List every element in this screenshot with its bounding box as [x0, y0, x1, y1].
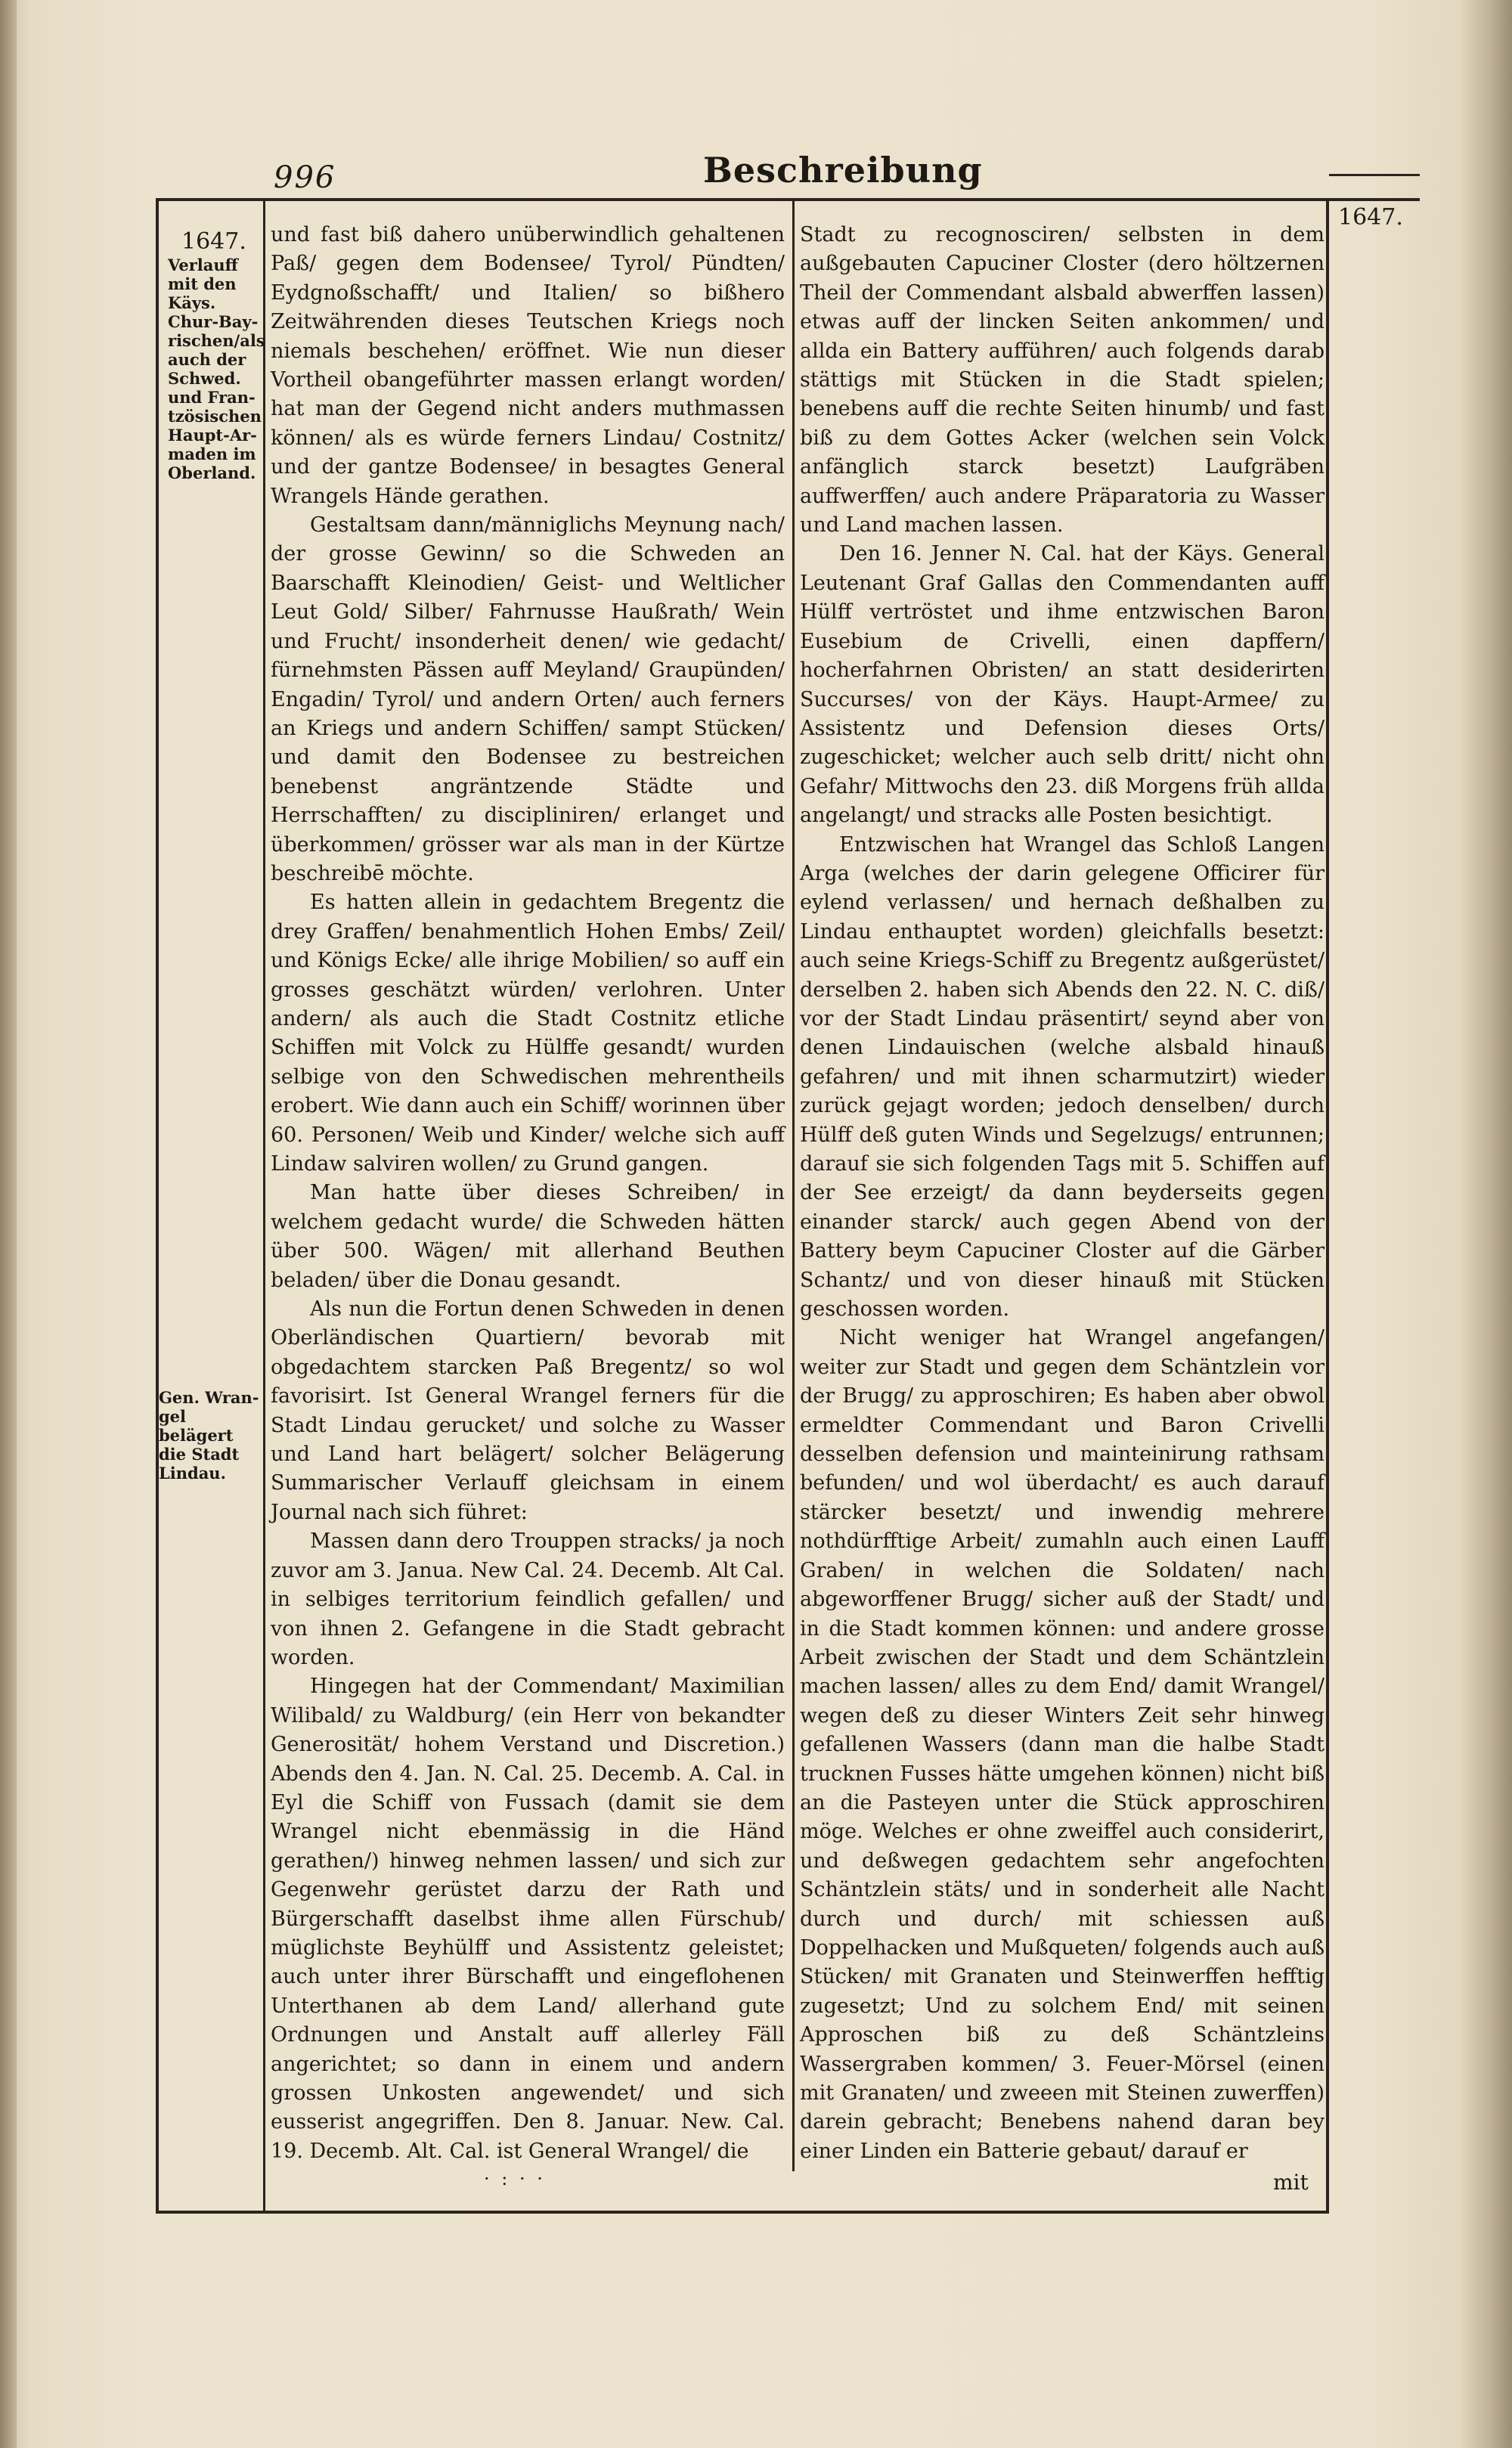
frame-left-rule: [156, 198, 159, 2214]
paragraph: Den 16. Jenner N. Cal. hat der Käys. General Leutenant Graf Gallas den Commendanten auff Hülff vertröstet und ihme entzwischen Baron Eusebium de Crivelli, einen dapffern/ hocherfahrnen Obristen/ an statt desiderirten Succurses/ von der Käys. Haupt-Armee/ zu Assistentz und Defension dieses Orts/ zugeschicket; welcher auch selb dritt/ nicht ohn Gefahr/ Mittwochs den 23. diß Morgens früh allda angelangt/ und stracks alle Posten besichtigt.: [800, 542, 1325, 828]
margin-note-campaign: Verlauff mit den Käys. Chur-Bay-rischen/als auch der Schwed. und Fran-tzösischen Haupt-Ar-maden im Oberland.: [168, 256, 265, 482]
catchword: mit: [1273, 2170, 1309, 2195]
paragraph: Stadt zu recognosciren/ selbsten in dem außgebauten Capuciner Closter (dero höltzernen Theil der Commendant alsbald abwerffen lassen) etwas auff der lincken Seiten ankommen/ und allda ein Battery aufführen/ auch folgends darab stättigs mit Stücken in die Stadt spielen; benebens auff die rechte Seiten hinumb/ und fast biß zu dem Gottes Acker (welchen sein Volck anfänglich starck besetzt) Laufgräben auffwerffen/ auch andere Präparatoria zu Wasser und Land machen lassen.: [800, 223, 1325, 538]
margin-year-left: 1647.: [181, 228, 246, 255]
page-number: 996: [274, 160, 336, 195]
paragraph: Hingegen hat der Commendant/ Maximilian Wilibald/ zu Waldburg/ (ein Herr von bekandter Generosität/ hohem Verstand und Discretion.) Abends den 4. Jan. N. Cal. 25. Decemb. A. Cal. in Eyl die Schiff von Fussach (damit sie dem Wrangel nicht ebenmässig in die Händ gerathen/) hinweg nehmen lassen/ und sich zur Gegenwehr gerüstet darzu der Rath und Bürgerschafft daselbst ihme allen Fürschub/ müglichste Beyhülff und Assistentz geleistet; auch unter ihrer Bürschafft und eingeflohenen Unterthanen ab dem Land/ allerhand gute Ordnungen und Anstalt auff allerley Fäll angerichtet; so dann in einem und andern grossen Unkosten angewendet/ und sich eusserist angegriffen. Den 8. Januar. New. Cal. 19. Decemb. Alt. Cal. ist General Wrangel/ die: [271, 1675, 785, 2163]
paragraph: und fast biß dahero unüberwindlich gehaltenen Paß/ gegen dem Bodensee/ Tyrol/ Pündten/ Eydgnoßschafft/ und Italien/ so bißhero Zeitwährenden dieses Teutschen Kriegs noch niemals beschehen/ eröffnet. Wie nun dieser Vortheil obangeführter massen erlangt worden/ hat man der Gegend nicht anders muthmassen können/ als es würde ferners Lindau/ Costnitz/ und der gantze Bodensee/ in besagtes General Wrangels Hände gerathen.: [271, 223, 785, 508]
paragraph: Es hatten allein in gedachtem Bregentz die drey Graffen/ benahmentlich Hohen Embs/ Zeil/ und Königs Ecke/ alle ihrige Mobilien/ so auff ein grosses geschätzt würden/ verlohren. Unter andern/ als auch die Stadt Costnitz etliche Schiffen mit Volck zu Hülffe gesandt/ wurden selbige von den Schwedischen mehrentheils erobert. Wie dann auch ein Schiff/ worinnen über 60. Personen/ Weib und Kinder/ welche sich auff Lindaw salviren wollen/ zu Grund gangen.: [271, 891, 785, 1176]
column-divider-rule: [792, 198, 795, 2171]
running-title: Beschreibung: [703, 150, 983, 191]
page-edge-shadow: [1459, 0, 1512, 2448]
margin-column-rule: [263, 198, 265, 2214]
header-rule: [156, 198, 1420, 201]
paragraph: Nicht weniger hat Wrangel angefangen/ weiter zur Stadt und gegen dem Schäntzlein vor der Brugg/ zu approschiren; Es haben aber obwol ermeldter Commendant und Baron Crivelli desselben defension und mainteinirung rathsam befunden/ und wol überdacht/ es auch darauf stärcker besetzt/ und inwendig mehrere nothdürfftige Arbeit/ zumahln auch einen Lauff Graben/ in welchen die Soldaten/ nach abgeworffener Brugg/ sicher auß der Stadt/ und in die Stadt kommen können: und andere grosse Arbeit zwischen der Stadt und dem Schäntzlein machen lassen/ alles zu dem End/ damit Wrangel/ wegen deß zu dieser Winters Zeit sehr hinweg gefallenen Wassers (dann man die halbe Stadt trucknen Fusses hätte umgehen können) nicht biß an die Pasteyen unter die Stück approschiren möge. Welches er ohne zweiffel auch considerirt, und deßwegen gedachtem sehr angefochten Schäntzlein stäts/ und in sonderheit alle Nacht durch und durch/ mit schiessen auß Doppelhacken und Mußqueten/ folgends auch auß Stücken/ mit Granaten und Steinwerffen hefftig zugesetzt; Und zu solchem End/ mit seinen Approschen biß zu deß Schäntzleins Wassergraben kommen/ 3. Feuer-Mörsel (einen mit Granaten/ und zweeen mit Steinen zuwerffen) darein gebracht; Benebens nahend daran bey einer Linden ein Batterie gebaut/ darauf er: [800, 1326, 1325, 2163]
text-column-left: [271, 221, 785, 2166]
paragraph: Massen dann dero Trouppen stracks/ ja noch zuvor am 3. Janua. New Cal. 24. Decemb. Alt Cal. in selbiges territorium feindlich gefallen/ und von ihnen 2. Gefangene in die Stadt gebracht worden.: [271, 1529, 785, 1669]
paragraph: Man hatte über dieses Schreiben/ in welchem gedacht wurde/ die Schweden hätten über 500. Wägen/ mit allerhand Beuthen beladen/ über die Donau gesandt.: [271, 1181, 785, 1292]
margin-note-siege-lindau: Gen. Wran-gel belägert die Stadt Lindau.: [159, 1388, 259, 1483]
book-spine: [0, 0, 17, 2448]
footer-rule: [156, 2211, 1329, 2214]
header-top-rule: [1329, 174, 1420, 176]
frame-right-rule: [1326, 198, 1329, 2214]
signature-marks: · : · ·: [484, 2168, 546, 2189]
paragraph: Als nun die Fortun denen Schweden in denen Oberländischen Quartiern/ bevorab mit obgedachtem starcken Paß Bregentz/ so wol favorisirt. Ist General Wrangel ferners für die Stadt Lindau gerucket/ und solche zu Wasser und Land hart belägert/ solcher Belägerung Summarischer Verlauff gleichsam in einem Journal nach sich führet:: [271, 1297, 785, 1524]
paragraph: Entzwischen hat Wrangel das Schloß Langen Arga (welches der darin gelegene Officirer für eylend verlassen/ und hernach deßhalben zu Lindau enthauptet worden) gleichfalls besetzt: auch seine Kriegs-Schiff zu Bregentz außgerüstet/ derselben 2. haben sich Abends den 22. N. C. diß/ vor der Stadt Lindau präsentirt/ seynd aber von denen Lindauischen (welche alsbald hinauß gefahren/ und mit ihnen scharmutzirt) wieder zurück gejagt worden; jedoch denselben/ durch Hülff deß guten Winds und Segelzugs/ entrunnen; darauf sie sich folgenden Tags mit 5. Schiffen auf der See erzeigt/ da dann beyderseits gegen einander starck/ auch gegen Abend von der Battery beym Capuciner Closter auf die Gärber Schantz/ und von dieser hinauß mit Stücken geschossen worden.: [800, 832, 1325, 1322]
paragraph: Gestaltsam dann/männiglichs Meynung nach/ der grosse Gewinn/ so die Schweden an Baarschafft Kleinodien/ Geist- und Weltlicher Leut Gold/ Silber/ Fahrnusse Haußrath/ Wein und Frucht/ insonderheit denen/ wie gedacht/ fürnehmsten Pässen auff Meyland/ Graupünden/ Engadin/ Tyrol/ und andern Orten/ auch ferners an Kriegs und andern Schiffen/ sampt Stücken/ und damit den Bodensee zu bestreichen benebenst angräntzende Städte und Herrschafften/ zu discipliniren/ erlanget und überkommen/ grösser war als man in der Kürtze beschreibē möchte.: [271, 513, 785, 885]
text-column-right: [800, 221, 1325, 2166]
margin-year-right: 1647.: [1338, 204, 1403, 231]
